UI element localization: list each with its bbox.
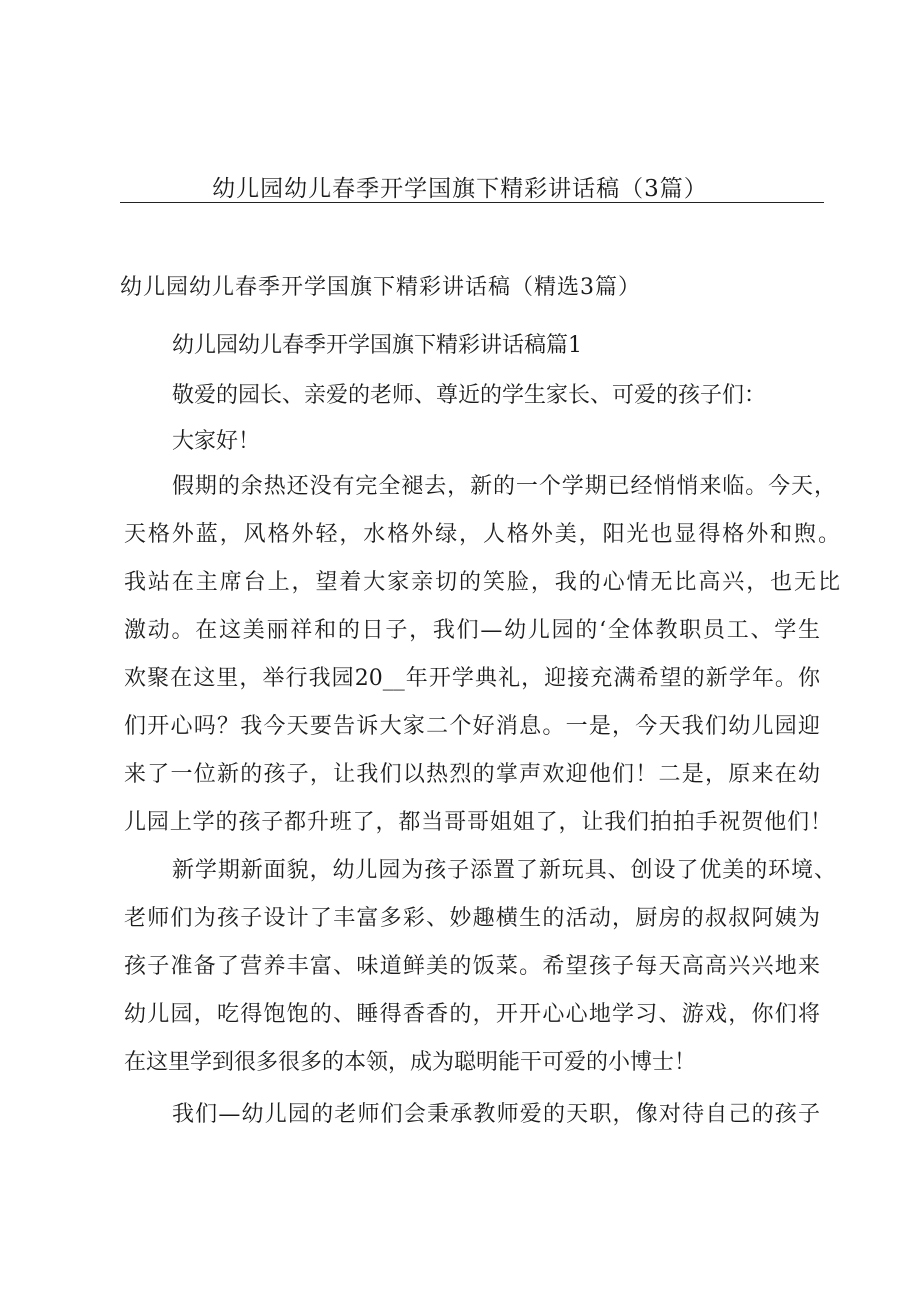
page-title: 幼儿园幼儿春季开学国旗下精彩讲话稿（3篇） <box>212 176 708 202</box>
title-underline <box>120 202 824 203</box>
body-line: 欢聚在这里，举行我园20__年开学典礼，迎接充满希望的新学年。你 <box>124 666 820 691</box>
body-line: 们开心吗？我今天要告诉大家二个好消息。一是，今天我们幼儿园迎 <box>124 714 820 739</box>
body-line: 天格外蓝，风格外轻，水格外绿，人格外美，阳光也显得格外和煦。 <box>124 522 840 547</box>
body-line: 假期的余热还没有完全褪去，新的一个学期已经悄悄来临。今天， <box>172 474 836 499</box>
body-line: 孩子准备了营养丰富、味道鲜美的饭菜。希望孩子每天高高兴兴地来 <box>124 954 820 979</box>
body-line: 老师们为孩子设计了丰富多彩、妙趣横生的活动，厨房的叔叔阿姨为 <box>124 906 820 931</box>
section-heading: 幼儿园幼儿春季开学国旗下精彩讲话稿篇1 <box>172 333 582 358</box>
salutation-line: 敬爱的园长、亲爱的老师、尊近的学生家长、可爱的孩子们： <box>172 383 767 408</box>
body-line: 来了一位新的孩子，让我们以热烈的掌声欢迎他们！二是，原来在幼 <box>124 762 820 787</box>
greeting-line: 大家好！ <box>172 429 261 454</box>
document-subtitle: 幼儿园幼儿春季开学国旗下精彩讲话稿（精选3篇） <box>120 275 641 300</box>
body-line: 我们—幼儿园的老师们会秉承教师爱的天职，像对待自己的孩子 <box>172 1102 820 1127</box>
body-line: 儿园上学的孩子都升班了，都当哥哥姐姐了，让我们拍拍手祝贺他们！ <box>124 810 832 835</box>
body-line: 在这里学到很多很多的本领，成为聪明能干可爱的小博士！ <box>124 1050 697 1075</box>
body-line: 激动。在这美丽祥和的日子，我们—幼儿园的‘全体教职员工、学生 <box>124 618 820 643</box>
body-line: 幼儿园，吃得饱饱的、睡得香香的，开开心心地学习、游戏，你们将 <box>124 1002 820 1027</box>
body-line: 新学期新面貌，幼儿园为孩子添置了新玩具、创设了优美的环境、 <box>172 858 836 883</box>
body-line: 我站在主席台上，望着大家亲切的笑脸，我的心情无比高兴，也无比 <box>124 570 840 595</box>
